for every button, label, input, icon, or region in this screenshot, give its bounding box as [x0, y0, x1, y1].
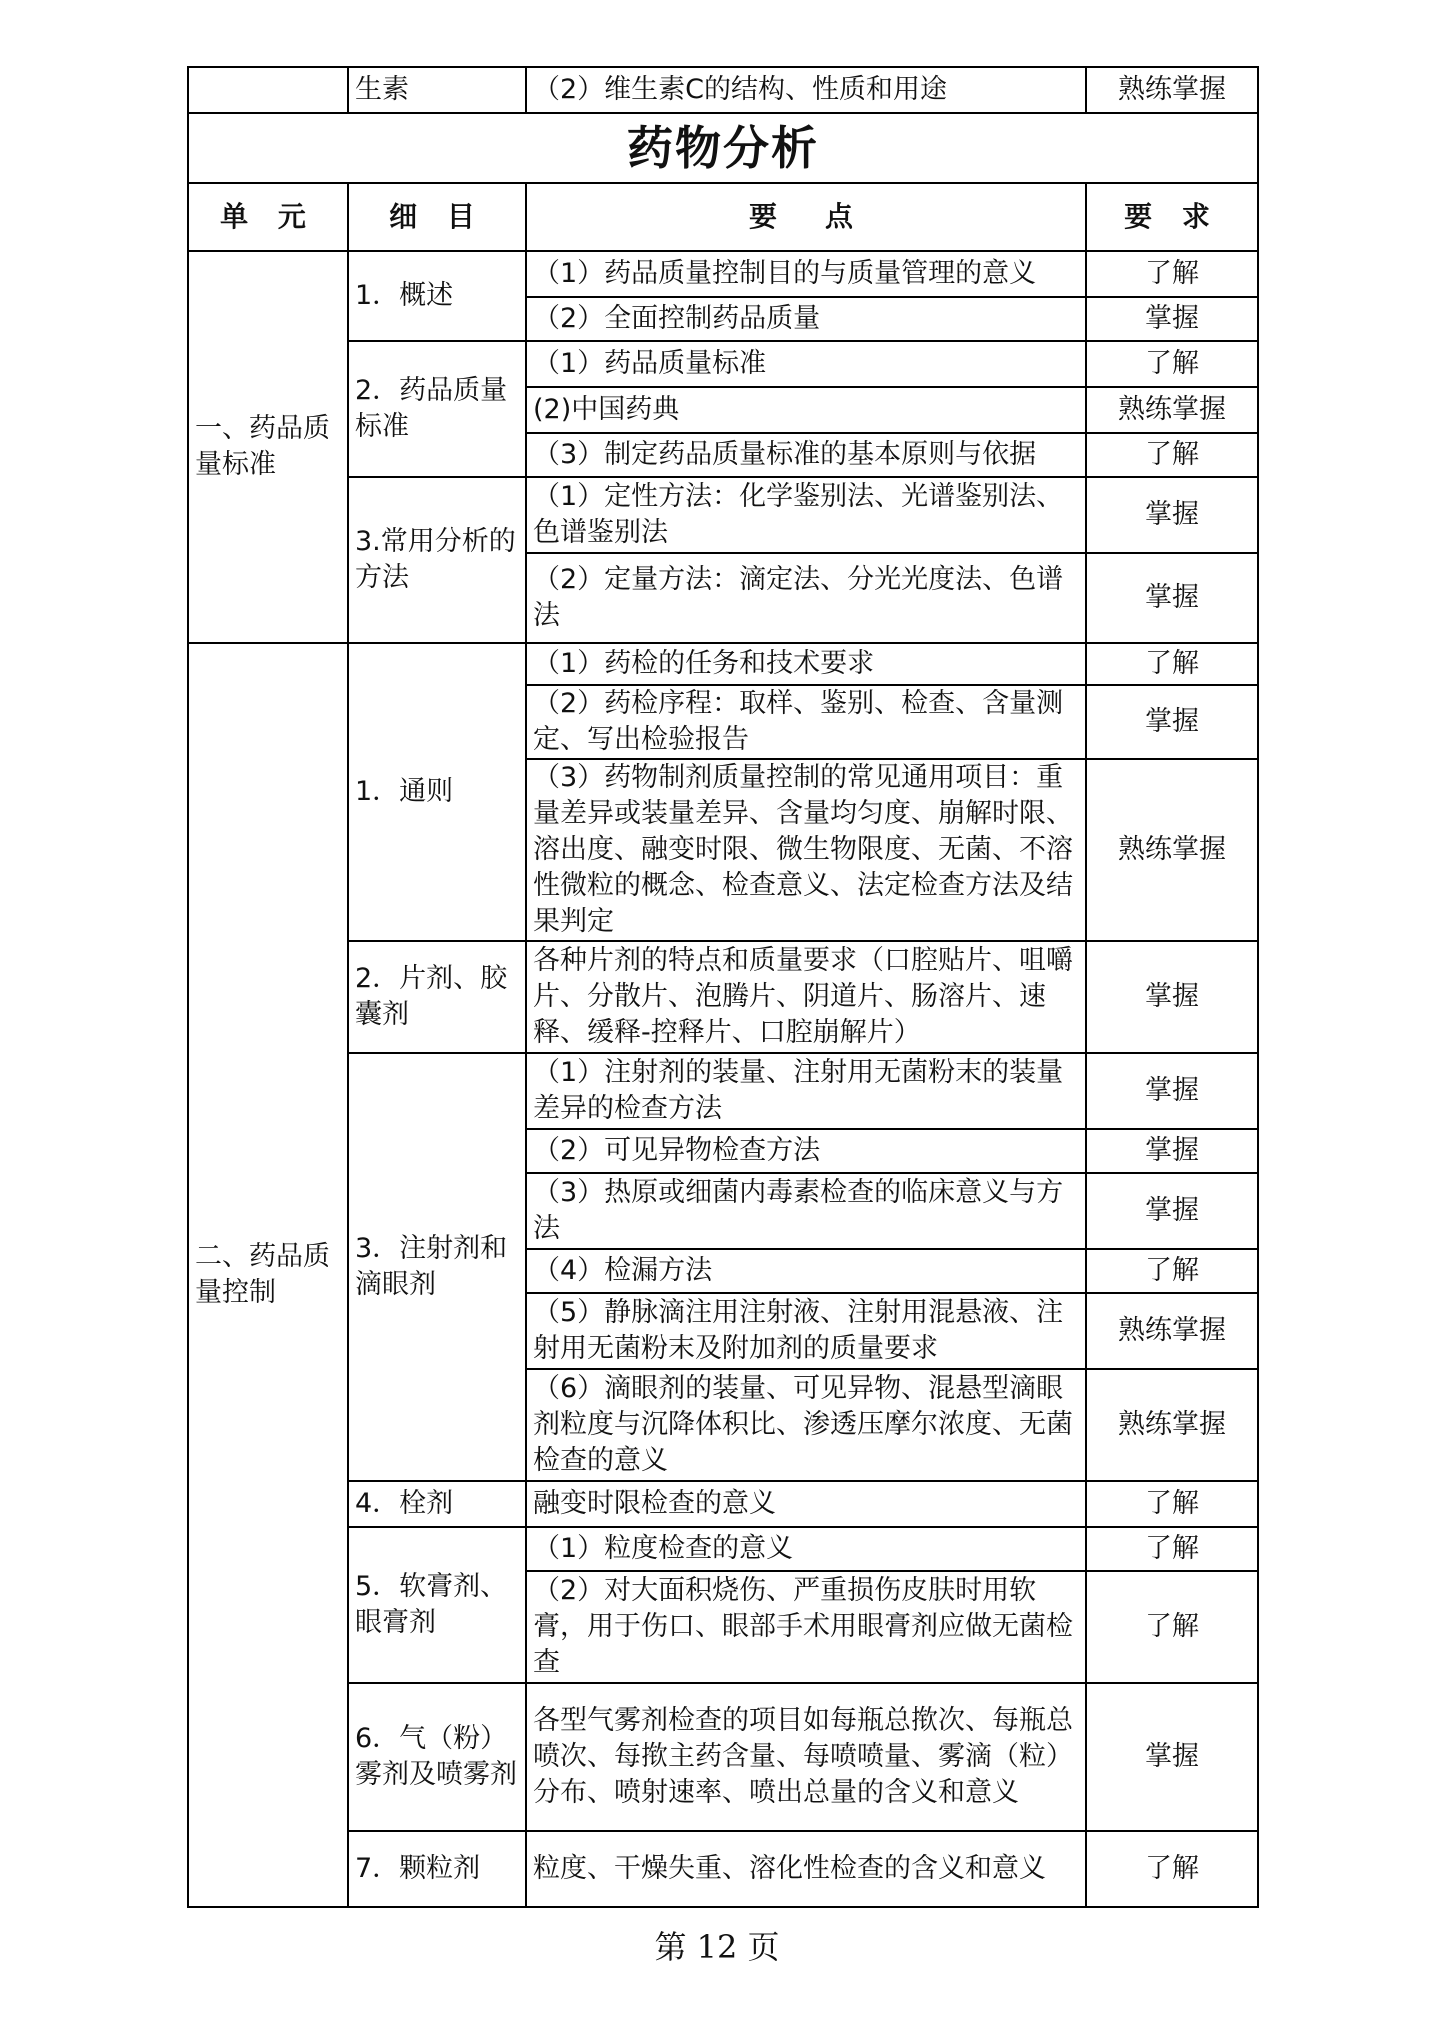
requirement-cell: 熟练掌握 — [1086, 387, 1258, 433]
table-row — [188, 1053, 1258, 1129]
requirement-cell: 掌握 — [1086, 1683, 1258, 1831]
unit-cell: 一、药品质量标准 — [188, 251, 348, 643]
requirement-cell: 掌握 — [1086, 1129, 1258, 1173]
table-row — [188, 1481, 1258, 1527]
table-row — [188, 1683, 1258, 1831]
sub-item-cell: 4．栓剂 — [348, 1481, 526, 1527]
table-row — [188, 341, 1258, 387]
point-cell: （6）滴眼剂的装量、可见异物、混悬型滴眼剂粒度与沉降体积比、渗透压摩尔浓度、无菌检查的意义 — [526, 1369, 1086, 1481]
sub-item-cell: 7．颗粒剂 — [348, 1831, 526, 1907]
sub-item-cell: 2．片剂、胶囊剂 — [348, 941, 526, 1053]
point-cell: （1）药检的任务和技术要求 — [526, 643, 1086, 685]
requirement-cell: 掌握 — [1086, 297, 1258, 341]
point-cell: 各型气雾剂检查的项目如每瓶总揿次、每瓶总喷次、每揿主药含量、每喷喷量、雾滴（粒）分布、喷射速率、喷出总量的含义和意义 — [526, 1683, 1086, 1831]
requirement-cell: 掌握 — [1086, 1053, 1258, 1129]
requirement-cell: 了解 — [1086, 1527, 1258, 1571]
point-cell: （2）对大面积烧伤、严重损伤皮肤时用软膏，用于伤口、眼部手术用眼膏剂应做无菌检查 — [526, 1571, 1086, 1683]
requirement-cell: 了解 — [1086, 433, 1258, 477]
requirement-cell: 了解 — [1086, 1831, 1258, 1907]
sub-item-cell: 1．概述 — [348, 251, 526, 341]
point-cell: （1）药品质量控制目的与质量管理的意义 — [526, 251, 1086, 297]
point-cell: （1）粒度检查的意义 — [526, 1527, 1086, 1571]
sub-item-cell: 6．气（粉）雾剂及喷雾剂 — [348, 1683, 526, 1831]
requirement-cell: 熟练掌握 — [1086, 67, 1258, 113]
sub-item-cell: 1．通则 — [348, 643, 526, 941]
table-row — [188, 251, 1258, 297]
requirement-cell: 了解 — [1086, 341, 1258, 387]
point-cell: 各种片剂的特点和质量要求（口腔贴片、咀嚼片、分散片、泡腾片、阴道片、肠溶片、速释、缓释-控释片、口腔崩解片） — [526, 941, 1086, 1053]
requirement-cell: 掌握 — [1086, 941, 1258, 1053]
requirement-cell: 掌握 — [1086, 685, 1258, 759]
unit-cell-continued — [188, 67, 348, 113]
point-cell: （2）定量方法：滴定法、分光光度法、色谱法 — [526, 553, 1086, 643]
unit-cell: 二、药品质量控制 — [188, 643, 348, 1907]
point-cell: （1）注射剂的装量、注射用无菌粉末的装量差异的检查方法 — [526, 1053, 1086, 1129]
requirement-cell: 熟练掌握 — [1086, 759, 1258, 941]
point-cell: （2）可见异物检查方法 — [526, 1129, 1086, 1173]
requirement-cell: 掌握 — [1086, 1173, 1258, 1249]
point-cell: （2）药检序程：取样、鉴别、检查、含量测定、写出检验报告 — [526, 685, 1086, 759]
point-cell: （5）静脉滴注用注射液、注射用混悬液、注射用无菌粉末及附加剂的质量要求 — [526, 1293, 1086, 1369]
sub-item-cell: 2．药品质量标准 — [348, 341, 526, 477]
header-row — [188, 183, 1258, 251]
requirement-cell: 了解 — [1086, 1571, 1258, 1683]
table-row — [188, 1527, 1258, 1571]
requirement-cell: 掌握 — [1086, 477, 1258, 553]
syllabus-table — [187, 66, 1259, 1908]
header-point: 要 点 — [526, 183, 1086, 251]
header-unit: 单 元 — [188, 183, 348, 251]
requirement-cell: 掌握 — [1086, 553, 1258, 643]
requirement-cell: 了解 — [1086, 1481, 1258, 1527]
requirement-cell: 熟练掌握 — [1086, 1369, 1258, 1481]
point-cell: （3）制定药品质量标准的基本原则与依据 — [526, 433, 1086, 477]
requirement-cell: 了解 — [1086, 1249, 1258, 1293]
point-cell: 融变时限检查的意义 — [526, 1481, 1086, 1527]
point-cell: （1）定性方法：化学鉴别法、光谱鉴别法、色谱鉴别法 — [526, 477, 1086, 553]
sub-item-cell: 3．注射剂和滴眼剂 — [348, 1053, 526, 1481]
requirement-cell: 了解 — [1086, 643, 1258, 685]
table-row — [188, 477, 1258, 553]
point-cell: （3）药物制剂质量控制的常见通用项目：重量差异或装量差异、含量均匀度、崩解时限、溶出度、融变时限、微生物限度、无菌、不溶性微粒的概念、检查意义、法定检查方法及结果判定 — [526, 759, 1086, 941]
point-cell: （2）全面控制药品质量 — [526, 297, 1086, 341]
requirement-cell: 了解 — [1086, 251, 1258, 297]
table-row — [188, 67, 1258, 113]
point-cell: （1）药品质量标准 — [526, 341, 1086, 387]
section-title: 药物分析 — [188, 113, 1258, 183]
point-cell: 粒度、干燥失重、溶化性检查的含义和意义 — [526, 1831, 1086, 1907]
header-requirement: 要 求 — [1086, 183, 1258, 251]
sub-item-cell: 5．软膏剂、眼膏剂 — [348, 1527, 526, 1683]
point-cell: （2）维生素C的结构、性质和用途 — [526, 67, 1086, 113]
header-item: 细 目 — [348, 183, 526, 251]
page-number: 第 12 页 — [654, 1928, 780, 1966]
syllabus-document — [187, 66, 1257, 1908]
table-row — [188, 1831, 1258, 1907]
section-title-row — [188, 113, 1258, 183]
requirement-cell: 熟练掌握 — [1086, 1293, 1258, 1369]
sub-item-cell: 3.常用分析的方法 — [348, 477, 526, 643]
point-cell: （3）热原或细菌内毒素检查的临床意义与方法 — [526, 1173, 1086, 1249]
sub-item-cell: 生素 — [348, 67, 526, 113]
point-cell: （4）检漏方法 — [526, 1249, 1086, 1293]
table-row — [188, 941, 1258, 1053]
point-cell: (2)中国药典 — [526, 387, 1086, 433]
table-row — [188, 643, 1258, 685]
